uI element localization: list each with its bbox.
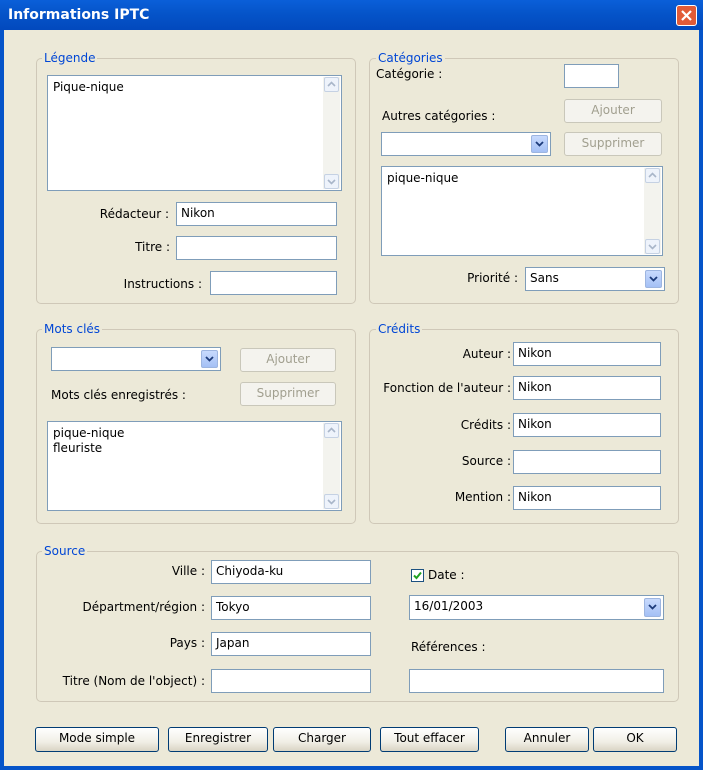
source-input[interactable] <box>513 450 661 474</box>
scroll-up-icon[interactable] <box>324 77 339 92</box>
instructions-label: Instructions : <box>123 277 202 291</box>
redacteur-input[interactable]: Nikon <box>176 202 337 226</box>
annuler-button[interactable]: Annuler <box>505 727 589 752</box>
scroll-up-icon[interactable] <box>645 168 660 183</box>
mots-cles-combo[interactable] <box>51 347 221 371</box>
chevron-down-icon[interactable] <box>201 350 218 368</box>
scroll-down-icon[interactable] <box>645 239 660 254</box>
window-title: Informations IPTC <box>8 7 150 23</box>
date-label: Date : <box>428 568 465 582</box>
credits-group-label: Crédits <box>378 322 421 336</box>
mots-cles-listbox[interactable] <box>47 421 342 511</box>
ville-input[interactable]: Chiyoda-ku <box>211 560 371 584</box>
references-label: Références : <box>411 640 486 654</box>
mots-cles-enregistres-label: Mots clés enregistrés : <box>51 388 186 402</box>
chevron-down-icon[interactable] <box>645 270 662 288</box>
titre-objet-input[interactable] <box>211 669 371 693</box>
departement-label: Départment/région : <box>82 600 205 614</box>
titre-objet-label: Titre (Nom de l'object) : <box>62 674 205 688</box>
close-button[interactable] <box>676 5 697 26</box>
list-item[interactable]: pique-nique <box>387 171 459 185</box>
pays-label: Pays : <box>169 636 205 650</box>
auteur-input[interactable]: Nikon <box>513 342 661 366</box>
window-frame-left <box>0 0 4 770</box>
departement-input[interactable]: Tokyo <box>211 596 371 620</box>
window-frame-right <box>699 0 703 770</box>
titre-input[interactable] <box>176 236 337 260</box>
list-item[interactable]: fleuriste <box>53 441 103 455</box>
scroll-down-icon[interactable] <box>324 174 339 189</box>
enregistrer-button[interactable]: Enregistrer <box>168 727 268 752</box>
mots-cles-group-label: Mots clés <box>44 322 101 336</box>
credits-label: Crédits : <box>460 418 511 432</box>
mots-cles-scrollbar[interactable] <box>323 423 340 509</box>
list-item[interactable]: pique-nique <box>53 426 125 440</box>
fonction-auteur-input[interactable]: Nikon <box>513 376 661 400</box>
auteur-label: Auteur : <box>462 347 511 361</box>
chevron-down-icon[interactable] <box>644 598 661 617</box>
autres-categories-label: Autres catégories : <box>382 109 496 123</box>
ville-label: Ville : <box>171 564 205 578</box>
mention-label: Mention : <box>454 490 511 504</box>
close-icon <box>677 6 696 25</box>
title-bar <box>0 0 703 30</box>
pays-input[interactable]: Japan <box>211 632 371 656</box>
credits-input[interactable]: Nikon <box>513 413 661 437</box>
priorite-label: Priorité : <box>467 271 518 285</box>
categorie-input[interactable] <box>564 64 619 88</box>
mention-input[interactable]: Nikon <box>513 486 661 510</box>
legende-group-label: Légende <box>44 51 96 65</box>
date-value: 16/01/2003 <box>414 599 484 613</box>
caption-scrollbar[interactable] <box>323 77 340 189</box>
tout-effacer-button[interactable]: Tout effacer <box>380 727 479 752</box>
mots-cles-supprimer-button[interactable]: Supprimer <box>240 382 336 406</box>
instructions-input[interactable] <box>210 271 337 295</box>
date-checkbox[interactable] <box>411 569 424 582</box>
priorite-select[interactable] <box>525 267 665 291</box>
categories-group-label: Catégories <box>378 51 443 65</box>
scroll-up-icon[interactable] <box>324 423 339 438</box>
scroll-down-icon[interactable] <box>324 494 339 509</box>
checkmark-icon <box>412 570 423 581</box>
ok-button[interactable]: OK <box>593 727 677 752</box>
redacteur-label: Rédacteur : <box>99 207 169 221</box>
window-frame-bottom <box>0 766 703 770</box>
categories-listbox[interactable] <box>381 166 663 256</box>
source-group-label: Source <box>44 544 86 558</box>
autres-categories-combo[interactable] <box>381 132 551 156</box>
mots-cles-ajouter-button[interactable]: Ajouter <box>240 348 336 372</box>
priorite-value: Sans <box>530 271 559 285</box>
categories-supprimer-button[interactable]: Supprimer <box>564 132 662 156</box>
caption-text: Pique-nique <box>53 80 124 94</box>
references-input[interactable] <box>409 669 664 693</box>
titre-label: Titre : <box>135 240 170 254</box>
date-picker[interactable] <box>409 595 664 620</box>
mode-simple-button[interactable]: Mode simple <box>35 727 159 752</box>
categories-scrollbar[interactable] <box>644 168 661 254</box>
caption-textarea[interactable] <box>47 75 342 191</box>
categorie-label: Catégorie : <box>376 67 443 81</box>
fonction-auteur-label: Fonction de l'auteur : <box>383 381 511 395</box>
chevron-down-icon[interactable] <box>531 135 548 153</box>
charger-button[interactable]: Charger <box>273 727 371 752</box>
categories-ajouter-button[interactable]: Ajouter <box>564 99 662 123</box>
source-label: Source : <box>461 454 511 468</box>
